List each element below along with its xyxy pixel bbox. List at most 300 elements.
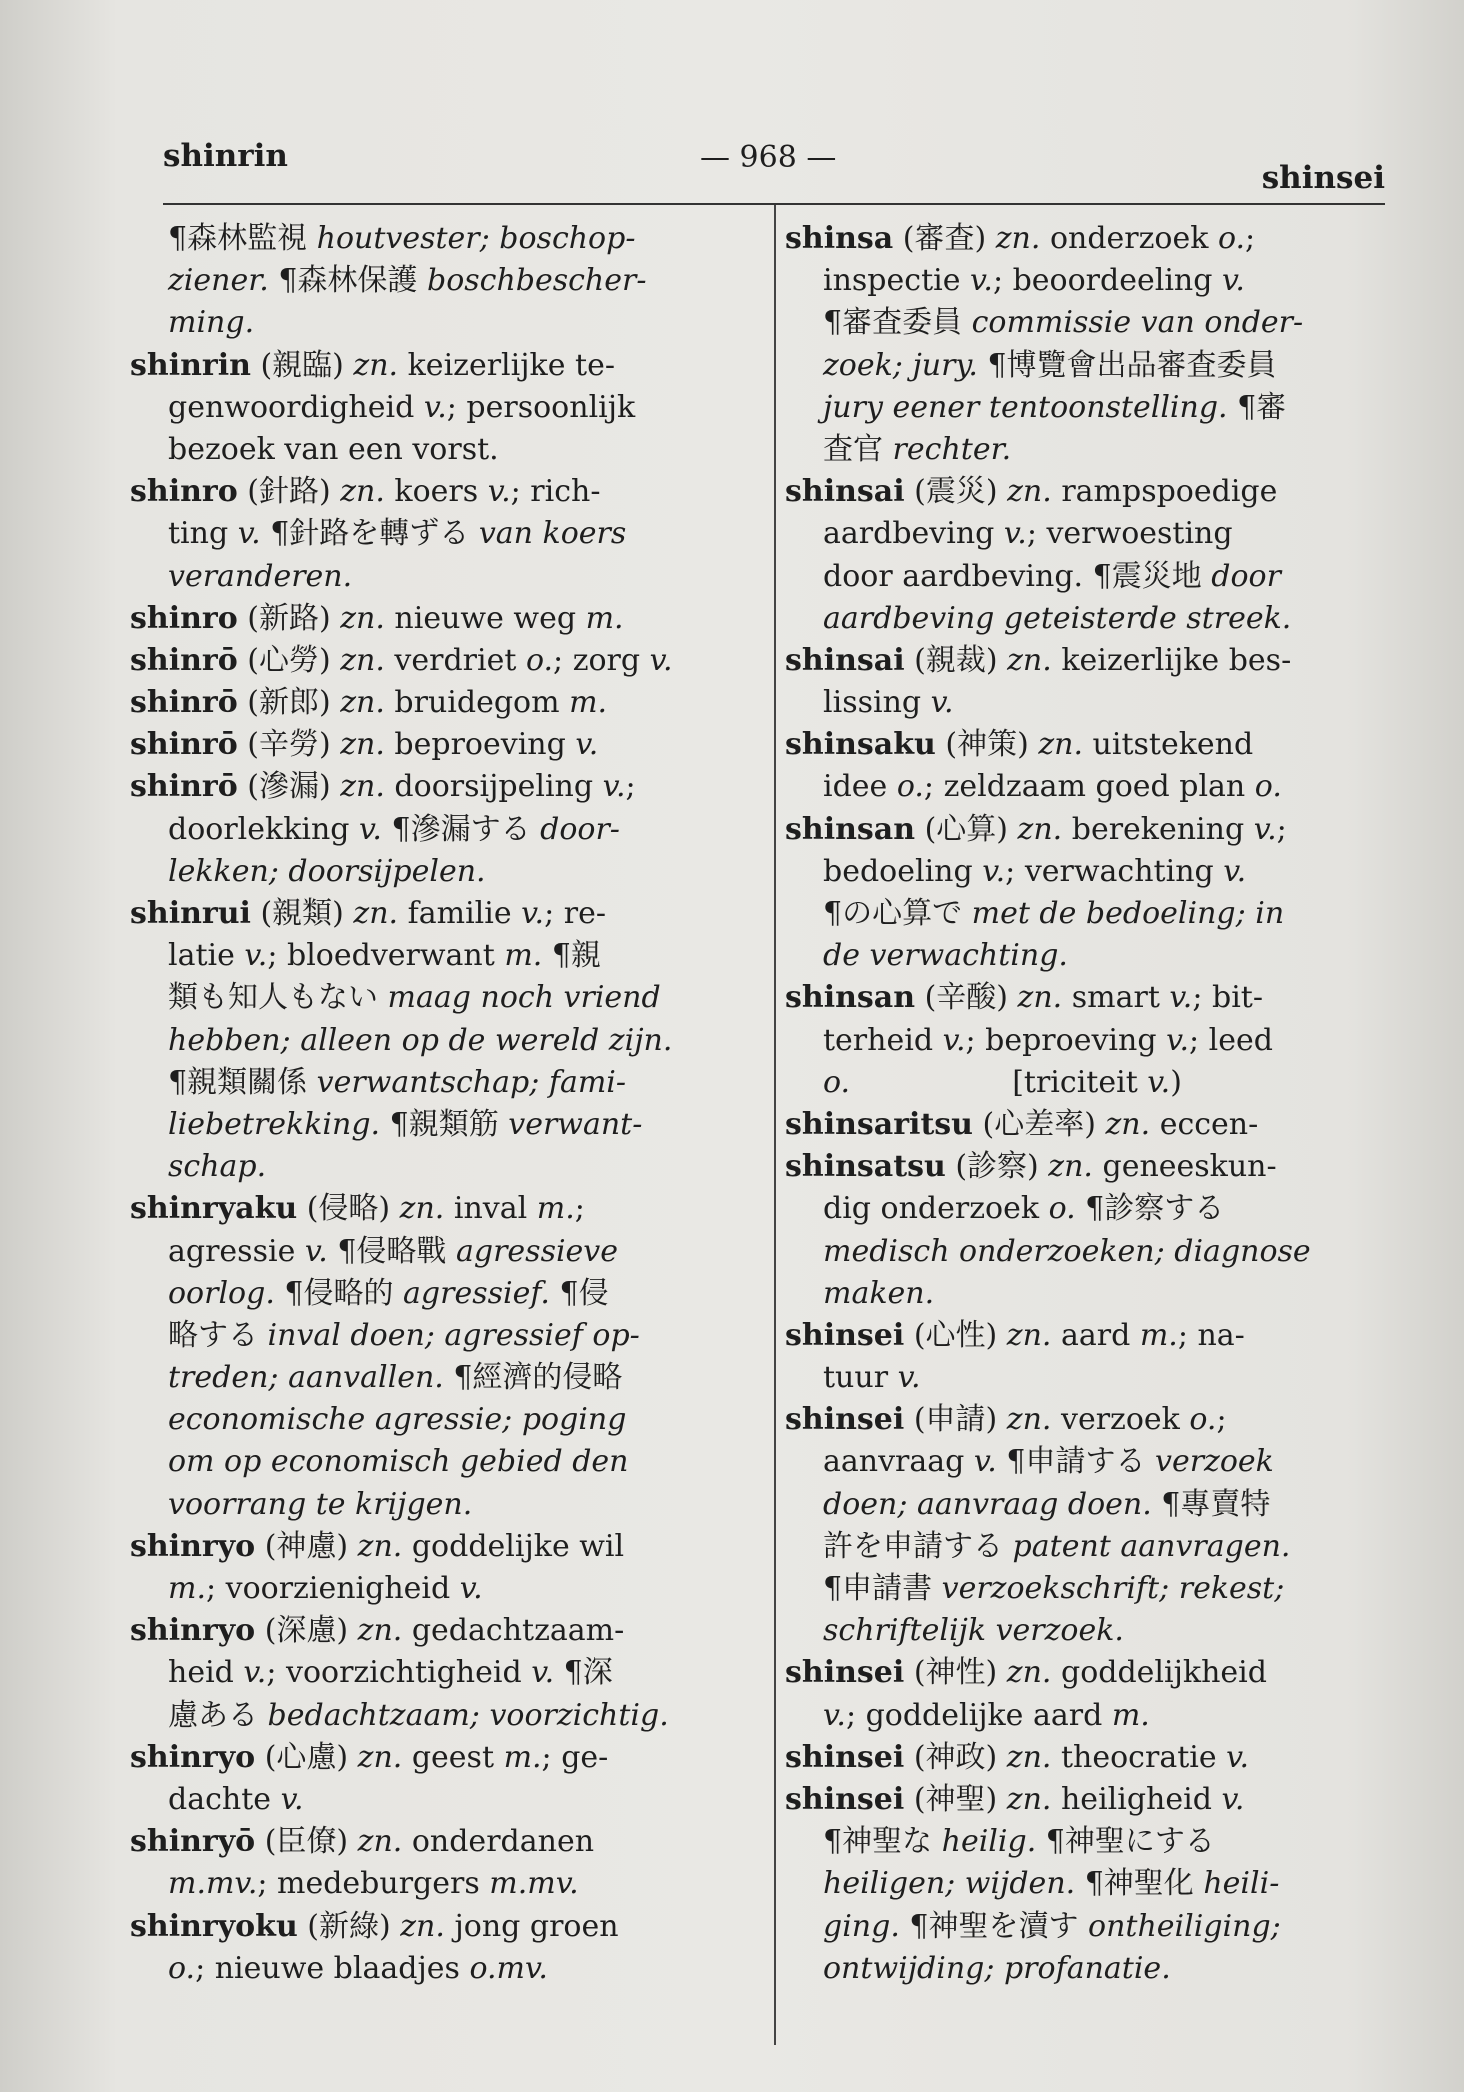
entry-text: v. bbox=[982, 853, 1006, 889]
dictionary-line bbox=[130, 260, 755, 302]
dictionary-line bbox=[130, 1821, 755, 1863]
entry-text: agressief. bbox=[403, 1275, 550, 1311]
entry-text: v. bbox=[930, 685, 954, 721]
entry-text: van koers bbox=[478, 516, 627, 552]
dictionary-line bbox=[785, 1906, 1385, 1948]
dictionary-line bbox=[130, 1652, 755, 1694]
entry-text: ¶神聖な bbox=[823, 1824, 942, 1860]
entry-text: zn. bbox=[1017, 811, 1063, 847]
entry-headword: shinsei bbox=[785, 1781, 905, 1817]
dictionary-line bbox=[785, 1863, 1385, 1905]
entry-text: uitstekend bbox=[1083, 727, 1254, 763]
entry-text: de verwachting. bbox=[823, 938, 1068, 974]
dictionary-line bbox=[130, 1104, 755, 1146]
entry-text: v. bbox=[1221, 1781, 1245, 1817]
entry-text: oorlog. bbox=[168, 1275, 275, 1311]
entry-headword: shinrō bbox=[130, 642, 238, 678]
dictionary-line bbox=[785, 1104, 1385, 1146]
entry-text: ; na- bbox=[1177, 1317, 1245, 1353]
entry-text: zn. bbox=[340, 685, 385, 721]
right-running-head: shinsei bbox=[1261, 160, 1385, 196]
dictionary-line bbox=[785, 513, 1385, 555]
dictionary-line bbox=[130, 682, 755, 724]
entry-headword: shinryoku bbox=[130, 1908, 298, 1944]
entry-text: nieuwe weg bbox=[384, 600, 586, 636]
entry-text: zn. bbox=[353, 347, 399, 383]
dictionary-line bbox=[785, 1821, 1385, 1863]
entry-text: 許を申請する bbox=[823, 1528, 1013, 1564]
entry-text: lekken; doorsijpelen. bbox=[168, 853, 486, 889]
entry-text: bedoeling bbox=[823, 853, 983, 889]
dictionary-line bbox=[785, 682, 1385, 724]
entry-text: (心慮) bbox=[255, 1739, 358, 1775]
dictionary-line bbox=[130, 598, 755, 640]
dictionary-line bbox=[130, 556, 755, 598]
entry-text: 略する bbox=[168, 1317, 268, 1353]
dictionary-line bbox=[785, 935, 1385, 977]
entry-text: zn. bbox=[340, 642, 385, 678]
entry-text: v. bbox=[602, 769, 626, 805]
entry-text: boschbescher- bbox=[426, 263, 647, 299]
entry-text: v. bbox=[531, 1655, 555, 1691]
entry-text: ¶の心算で bbox=[823, 896, 972, 931]
entry-text: v. bbox=[649, 642, 673, 678]
dictionary-line bbox=[785, 387, 1385, 429]
entry-text: zn. bbox=[1048, 1149, 1093, 1185]
entry-text: (深慮) bbox=[255, 1613, 358, 1649]
entry-text: zn. bbox=[357, 1739, 403, 1775]
dictionary-line bbox=[130, 640, 755, 682]
entry-headword: shinrō bbox=[130, 685, 238, 721]
entry-text: ; zeldzaam goed plan bbox=[923, 769, 1255, 805]
dictionary-line bbox=[130, 1863, 755, 1905]
dictionary-line bbox=[785, 345, 1385, 387]
entry-text: ; voorzichtigheid bbox=[266, 1655, 532, 1691]
entry-text: verzoekschrift; rekest; bbox=[941, 1571, 1285, 1606]
entry-text: hebben; alleen op de wereld zijn. bbox=[168, 1022, 673, 1058]
dictionary-line bbox=[785, 1062, 1385, 1104]
entry-text: verzoek bbox=[1051, 1402, 1190, 1438]
entry-text: aardbeving bbox=[823, 516, 1004, 552]
dictionary-line bbox=[130, 1399, 755, 1441]
left-running-head: shinrin bbox=[163, 138, 288, 174]
entry-headword: shinrō bbox=[130, 769, 238, 805]
entry-text: ; persoonlijk bbox=[446, 389, 636, 425]
dictionary-line bbox=[785, 893, 1385, 935]
entry-text: voorrang te krijgen. bbox=[168, 1486, 473, 1522]
entry-headword: shinsan bbox=[785, 811, 916, 847]
dictionary-line bbox=[785, 1231, 1385, 1273]
entry-text: door bbox=[1211, 558, 1281, 594]
entry-text: rechter. bbox=[892, 431, 1012, 467]
entry-text: heili- bbox=[1203, 1866, 1280, 1902]
entry-text: dachte bbox=[168, 1781, 281, 1817]
entry-text: medisch onderzoeken; diagnose bbox=[823, 1233, 1311, 1269]
dictionary-line bbox=[785, 809, 1385, 851]
entry-text: maken. bbox=[823, 1275, 935, 1311]
entry-text: m. bbox=[504, 938, 543, 974]
entry-text: (親臨) bbox=[250, 347, 354, 383]
right-column bbox=[785, 218, 1385, 1990]
entry-text: verzoek bbox=[1155, 1444, 1274, 1480]
entry-text: (診察) bbox=[945, 1149, 1049, 1185]
entry-text: m.mv. bbox=[489, 1866, 579, 1902]
entry-headword: shinsei bbox=[785, 1739, 905, 1775]
entry-text: zoek; jury. bbox=[823, 347, 978, 383]
entry-text: commissie van onder- bbox=[971, 305, 1304, 341]
entry-headword: shinsa bbox=[785, 221, 894, 256]
dictionary-line bbox=[130, 766, 755, 808]
entry-text: koers bbox=[384, 474, 488, 510]
entry-text: v. bbox=[487, 474, 511, 510]
entry-text: ; bbox=[574, 1191, 585, 1227]
entry-text: (申請) bbox=[904, 1402, 1007, 1438]
entry-text: zn. bbox=[353, 896, 399, 931]
entry-text: berekening bbox=[1062, 811, 1254, 847]
dictionary-line bbox=[785, 429, 1385, 471]
dictionary-line bbox=[785, 1146, 1385, 1188]
entry-text: houtvester; boschop- bbox=[316, 221, 636, 256]
entry-text: (臣僚) bbox=[255, 1824, 358, 1860]
entry-text: zn. bbox=[995, 221, 1041, 256]
entry-text: theocratie bbox=[1051, 1739, 1227, 1775]
entry-text: zn. bbox=[1006, 1739, 1052, 1775]
dictionary-line bbox=[130, 1231, 755, 1273]
entry-text: dig onderzoek bbox=[823, 1191, 1049, 1227]
dictionary-line bbox=[130, 387, 755, 429]
entry-text: genwoordigheid bbox=[168, 389, 424, 425]
entry-text: (針路) bbox=[237, 474, 341, 510]
entry-text: treden; aanvallen. bbox=[168, 1360, 444, 1396]
column-divider bbox=[774, 205, 776, 2045]
entry-text: liebetrekking. bbox=[168, 1106, 381, 1142]
entry-text: 類も知人もない bbox=[168, 980, 388, 1016]
dictionary-line bbox=[130, 1610, 755, 1652]
entry-text: m.mv. bbox=[168, 1866, 258, 1902]
entry-headword: shinrui bbox=[130, 896, 251, 931]
dictionary-line bbox=[130, 1484, 755, 1526]
dictionary-line bbox=[785, 1948, 1385, 1990]
entry-text: zn. bbox=[1017, 980, 1063, 1016]
entry-text: (心差率) bbox=[973, 1106, 1106, 1142]
entry-text: zn. bbox=[1007, 642, 1052, 678]
entry-text: onderzoek bbox=[1040, 221, 1218, 256]
entry-text: maag noch vriend bbox=[387, 980, 661, 1016]
dictionary-line bbox=[130, 1315, 755, 1357]
entry-text: doorsijpeling bbox=[384, 769, 603, 805]
entry-text: agressieve bbox=[455, 1233, 619, 1269]
dictionary-line bbox=[130, 471, 755, 513]
entry-text: ; beoordeeling bbox=[992, 263, 1222, 299]
entry-text: goddelijkheid bbox=[1051, 1655, 1267, 1691]
dictionary-line bbox=[130, 809, 755, 851]
entry-text: patent aanvragen. bbox=[1012, 1528, 1291, 1564]
entry-text: ming. bbox=[168, 305, 255, 341]
entry-text: v. bbox=[897, 1360, 921, 1396]
entry-text: o. bbox=[1189, 1402, 1217, 1438]
entry-text: veranderen. bbox=[168, 558, 353, 594]
entry-text: ging. bbox=[823, 1908, 900, 1944]
dictionary-line bbox=[785, 1273, 1385, 1315]
entry-text: zn. bbox=[357, 1613, 403, 1649]
entry-text: ¶專賣特 bbox=[1151, 1486, 1271, 1522]
entry-text: ¶神聖化 bbox=[1075, 1866, 1204, 1902]
entry-text: ¶侵略戰 bbox=[327, 1233, 456, 1269]
dictionary-line bbox=[130, 1441, 755, 1483]
entry-text: ; verwachting bbox=[1005, 853, 1224, 889]
entry-text: v. bbox=[237, 516, 261, 552]
entry-text: v. bbox=[459, 1571, 483, 1606]
entry-text: bruidegom bbox=[384, 685, 570, 721]
entry-headword: shinryo bbox=[130, 1739, 256, 1775]
entry-text: (神聖) bbox=[904, 1781, 1007, 1817]
entry-text: v. bbox=[304, 1233, 328, 1269]
entry-text: v. bbox=[1223, 853, 1247, 889]
entry-text: v. bbox=[244, 938, 268, 974]
dictionary-line bbox=[130, 345, 755, 387]
entry-text: ; voorzienigheid bbox=[205, 1571, 460, 1606]
entry-headword: shinryo bbox=[130, 1613, 256, 1649]
entry-text: ¶滲漏する bbox=[381, 811, 541, 847]
entry-text: heilig. bbox=[941, 1824, 1037, 1860]
dictionary-line bbox=[785, 724, 1385, 766]
dictionary-line bbox=[130, 1526, 755, 1568]
entry-text: (神慮) bbox=[255, 1528, 358, 1564]
entry-text: ; bbox=[1276, 811, 1287, 847]
entry-text: ¶審 bbox=[1227, 389, 1287, 425]
entry-text: v. bbox=[1169, 980, 1193, 1016]
entry-text: inspectie bbox=[823, 263, 971, 299]
entry-headword: shinsaritsu bbox=[785, 1106, 973, 1142]
entry-text: zn. bbox=[1006, 1402, 1052, 1438]
entry-text: m. bbox=[1139, 1317, 1178, 1353]
entry-text: tuur bbox=[823, 1360, 898, 1396]
entry-text: m. bbox=[503, 1739, 542, 1775]
entry-text: (親裁) bbox=[904, 642, 1008, 678]
entry-text: zn. bbox=[1038, 727, 1083, 763]
dictionary-line bbox=[130, 1357, 755, 1399]
entry-text: v. bbox=[942, 1022, 966, 1058]
entry-headword: shinsaku bbox=[785, 727, 936, 763]
entry-text: smart bbox=[1062, 980, 1170, 1016]
entry-text: ontheiliging; bbox=[1088, 1908, 1281, 1944]
entry-text: terheid bbox=[823, 1022, 943, 1058]
dictionary-line bbox=[785, 640, 1385, 682]
entry-text: zn. bbox=[400, 1908, 445, 1944]
entry-text: om op economisch gebied den bbox=[168, 1444, 629, 1480]
entry-text: (神性) bbox=[904, 1655, 1007, 1691]
entry-text: v. bbox=[280, 1781, 304, 1817]
entry-text: o. bbox=[525, 642, 554, 678]
entry-text: schriftelijk verzoek. bbox=[823, 1613, 1124, 1649]
dictionary-line bbox=[785, 471, 1385, 513]
entry-text: ; bbox=[1245, 221, 1256, 256]
dictionary-line bbox=[130, 1062, 755, 1104]
entry-text: [triciteit bbox=[850, 1064, 1148, 1100]
entry-text: ¶森林保護 bbox=[268, 263, 427, 299]
entry-text: goddelijke wil bbox=[402, 1528, 625, 1564]
entry-text: (神政) bbox=[904, 1739, 1007, 1775]
entry-text: met de bedoeling; in bbox=[971, 896, 1285, 931]
entry-text: latie bbox=[168, 938, 245, 974]
entry-text: ; bloedverwant bbox=[267, 938, 505, 974]
entry-text: geest bbox=[402, 1739, 504, 1775]
entry-text: v. bbox=[1221, 263, 1245, 299]
entry-text: onderdanen bbox=[402, 1824, 595, 1860]
entry-text: v. bbox=[575, 727, 599, 763]
entry-text: ; ge- bbox=[541, 1739, 609, 1775]
entry-text: v. bbox=[243, 1655, 267, 1691]
entry-text: m. bbox=[168, 1571, 206, 1606]
entry-text: o.mv. bbox=[469, 1950, 548, 1986]
entry-text: door- bbox=[540, 811, 620, 847]
entry-text: zn. bbox=[357, 1824, 403, 1860]
dictionary-line bbox=[785, 1441, 1385, 1483]
entry-text: zn. bbox=[1007, 474, 1052, 510]
entry-text: verwant- bbox=[508, 1106, 643, 1142]
entry-text: zn. bbox=[1006, 1781, 1052, 1817]
entry-text: geneeskun- bbox=[1092, 1149, 1277, 1185]
entry-text: ; medeburgers bbox=[257, 1866, 490, 1902]
entry-text: keizerlijke te- bbox=[398, 347, 615, 383]
dictionary-line bbox=[785, 302, 1385, 344]
entry-text: ¶審査委員 bbox=[823, 305, 972, 341]
entry-text: ¶侵 bbox=[549, 1275, 609, 1311]
entry-text: 査官 bbox=[823, 431, 893, 467]
entry-text: (辛勞) bbox=[237, 727, 341, 763]
entry-text: zn. bbox=[399, 1191, 445, 1227]
entry-text: verdriet bbox=[384, 642, 526, 678]
entry-text: v. bbox=[973, 1444, 997, 1480]
entry-text: ; zorg bbox=[553, 642, 650, 678]
dictionary-line bbox=[785, 1315, 1385, 1357]
dictionary-line bbox=[130, 851, 755, 893]
page-number: — 968 — bbox=[700, 140, 837, 175]
entry-text: ¶森林監視 bbox=[168, 221, 317, 256]
entry-text: (新路) bbox=[237, 600, 341, 636]
entry-text: lissing bbox=[823, 685, 931, 721]
entry-text: o. bbox=[1217, 221, 1246, 256]
entry-text: doorlekking bbox=[168, 811, 360, 847]
entry-text: aanvraag bbox=[823, 1444, 974, 1480]
entry-headword: shinsei bbox=[785, 1317, 905, 1353]
dictionary-line bbox=[130, 1273, 755, 1315]
dictionary-line bbox=[785, 1568, 1385, 1610]
entry-text: ontwijding; profanatie. bbox=[823, 1950, 1171, 1986]
entry-text: v. bbox=[970, 263, 993, 299]
dictionary-line bbox=[785, 218, 1385, 260]
dictionary-line bbox=[130, 1906, 755, 1948]
entry-text: jury eener tentoonstelling. bbox=[823, 389, 1228, 425]
entry-text: verwantschap; fami- bbox=[316, 1064, 627, 1100]
entry-headword: shinryaku bbox=[130, 1191, 298, 1227]
dictionary-line bbox=[785, 766, 1385, 808]
entry-text: ; bit- bbox=[1192, 980, 1263, 1016]
entry-text: ¶親類筋 bbox=[380, 1106, 509, 1142]
dictionary-line bbox=[130, 1146, 755, 1188]
entry-text: v. bbox=[1003, 516, 1027, 552]
entry-text: (侵略) bbox=[297, 1191, 400, 1227]
entry-text: v. bbox=[423, 389, 447, 425]
entry-text: ; bbox=[625, 769, 636, 805]
entry-headword: shinrō bbox=[130, 727, 238, 763]
entry-text: zn. bbox=[340, 769, 385, 805]
entry-headword: shinsai bbox=[785, 642, 905, 678]
entry-text: ¶針路を轉ずる bbox=[260, 516, 479, 552]
entry-text: door aardbeving. ¶震災地 bbox=[823, 558, 1212, 594]
entry-text: ; goddelijke aard bbox=[845, 1697, 1112, 1733]
entry-text: bedachtzaam; voorzichtig. bbox=[267, 1697, 669, 1733]
dictionary-line bbox=[130, 1779, 755, 1821]
entry-text: aard bbox=[1051, 1317, 1140, 1353]
entry-headword: shinro bbox=[130, 474, 238, 510]
entry-headword: shinryō bbox=[130, 1824, 256, 1860]
entry-text: zn. bbox=[357, 1528, 403, 1564]
entry-text: beproeving bbox=[384, 727, 576, 763]
entry-text: ¶經濟的侵略 bbox=[443, 1360, 623, 1396]
entry-text: ; beproeving bbox=[965, 1022, 1167, 1058]
entry-text: (辛酸) bbox=[915, 980, 1018, 1016]
entry-text: zn. bbox=[340, 474, 385, 510]
dictionary-line bbox=[785, 1399, 1385, 1441]
left-column bbox=[130, 218, 755, 1990]
dictionary-line bbox=[130, 935, 755, 977]
dictionary-line bbox=[785, 1188, 1385, 1230]
dictionary-line bbox=[785, 598, 1385, 640]
dictionary-line bbox=[785, 1020, 1385, 1062]
entry-text: ; nieuwe blaadjes bbox=[195, 1950, 470, 1986]
entry-text: v. bbox=[823, 1697, 846, 1733]
entry-text: ; bbox=[1216, 1402, 1227, 1438]
entry-headword: shinsatsu bbox=[785, 1149, 946, 1185]
dictionary-line bbox=[130, 893, 755, 935]
entry-text: ¶診察する bbox=[1075, 1191, 1225, 1227]
entry-text: heiligen; wijden. bbox=[823, 1866, 1076, 1902]
dictionary-line bbox=[130, 218, 755, 260]
entry-text: schap. bbox=[168, 1149, 267, 1185]
dictionary-line bbox=[785, 1652, 1385, 1694]
entry-text: (心勞) bbox=[237, 642, 341, 678]
page-header bbox=[160, 138, 1385, 196]
entry-text: ¶申請する bbox=[996, 1444, 1156, 1480]
entry-text: heid bbox=[168, 1655, 244, 1691]
entry-text: keizerlijke bes- bbox=[1051, 642, 1292, 678]
entry-text: ¶神聖にする bbox=[1036, 1824, 1215, 1860]
entry-text: m. bbox=[585, 600, 624, 636]
entry-text: zn. bbox=[340, 600, 385, 636]
dictionary-line bbox=[130, 1188, 755, 1230]
dictionary-line bbox=[130, 1568, 755, 1610]
entry-text: ¶深 bbox=[554, 1655, 613, 1691]
entry-text: m. bbox=[569, 685, 608, 721]
entry-text: (神策) bbox=[935, 727, 1039, 763]
entry-text: ¶申請書 bbox=[823, 1571, 942, 1606]
entry-text: rampspoedige bbox=[1051, 474, 1278, 510]
entry-text: ; verwoesting bbox=[1026, 516, 1233, 552]
entry-text: o. bbox=[1048, 1191, 1076, 1227]
entry-text: ¶親類關係 bbox=[168, 1064, 317, 1100]
entry-headword: shinrin bbox=[130, 347, 251, 383]
entry-text: o. bbox=[1254, 769, 1282, 805]
entry-headword: shinryo bbox=[130, 1528, 256, 1564]
entry-text: v. bbox=[359, 811, 382, 847]
entry-text: o. bbox=[168, 1950, 196, 1986]
entry-text: v. bbox=[1147, 1064, 1171, 1100]
entry-text: m. bbox=[536, 1191, 575, 1227]
entry-headword: shinro bbox=[130, 600, 238, 636]
entry-text: (親類) bbox=[250, 896, 354, 931]
entry-text: ziener. bbox=[168, 263, 269, 299]
